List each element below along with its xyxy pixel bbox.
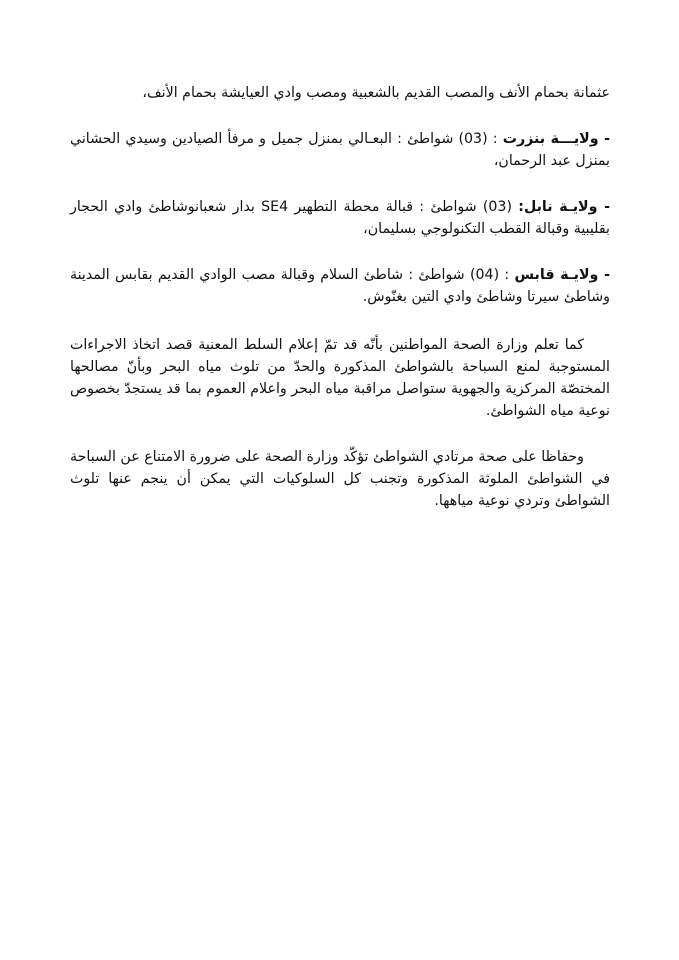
list-dash: -	[598, 267, 610, 283]
governorate-name: ولايـة نابل:	[518, 199, 598, 215]
ministry-notice-paragraph: كما تعلم وزارة الصحة المواطنين بأنّه قد تمّ إعلام السلط المعنية قصد اتخاذ الاجراءات المستوجبة لمنع السباحة بالشواطئ المذكورة والحدّ من تلوث مياه البحر وبأنّ مصالحها المختصّة المركزية والجهوية ستواصل مراقبة مياه البحر واعلام العموم بما قد يستجدّ بخصوص نوعية مياه الشواطئ.	[70, 337, 610, 419]
list-dash: -	[598, 131, 610, 147]
list-item-gabes	[70, 264, 610, 308]
health-advice-paragraph: وحفاظا على صحة مرتادي الشواطئ تؤكّد وزارة الصحة على ضرورة الامتناع عن السباحة في الشواطئ الملوثة المذكورة وتجنب كل السلوكيات التي يمكن أن ينجم عنها تلوث الشواطئ وتردي نوعية مياهها.	[70, 449, 610, 509]
intro-paragraph: عثمانة بحمام الأنف والمصب القديم بالشعبية ومصب وادي العيايشة بحمام الأنف،	[142, 85, 610, 101]
list-item-text: (03) شواطئ : قبالة محطة التطهير SE4 بدار شعبانوشاطئ وادي الحجار بقليبية وقبالة القطب التكنولوجي بسليمان،	[70, 199, 610, 237]
document-body	[70, 82, 610, 536]
governorate-name: ولايـــة بنزرت	[502, 131, 599, 147]
governorate-name: ولايـة قابس	[514, 267, 599, 283]
list-item-text: : (03) شواطئ : البعـالي بمنزل جميل و مرفأ الصيادين وسيدي الحشاني بمنزل عبد الرحمان،	[70, 131, 610, 169]
list-item-bizerte	[70, 128, 610, 172]
list-dash: -	[597, 199, 611, 215]
list-item-text: : (04) شواطئ : شاطئ السلام وقبالة مصب الوادي القديم بقابس المدينة وشاطئ سيرتا وشاطئ وادي التين بغنّوش.	[70, 267, 610, 305]
list-item-nabeul	[70, 196, 610, 240]
